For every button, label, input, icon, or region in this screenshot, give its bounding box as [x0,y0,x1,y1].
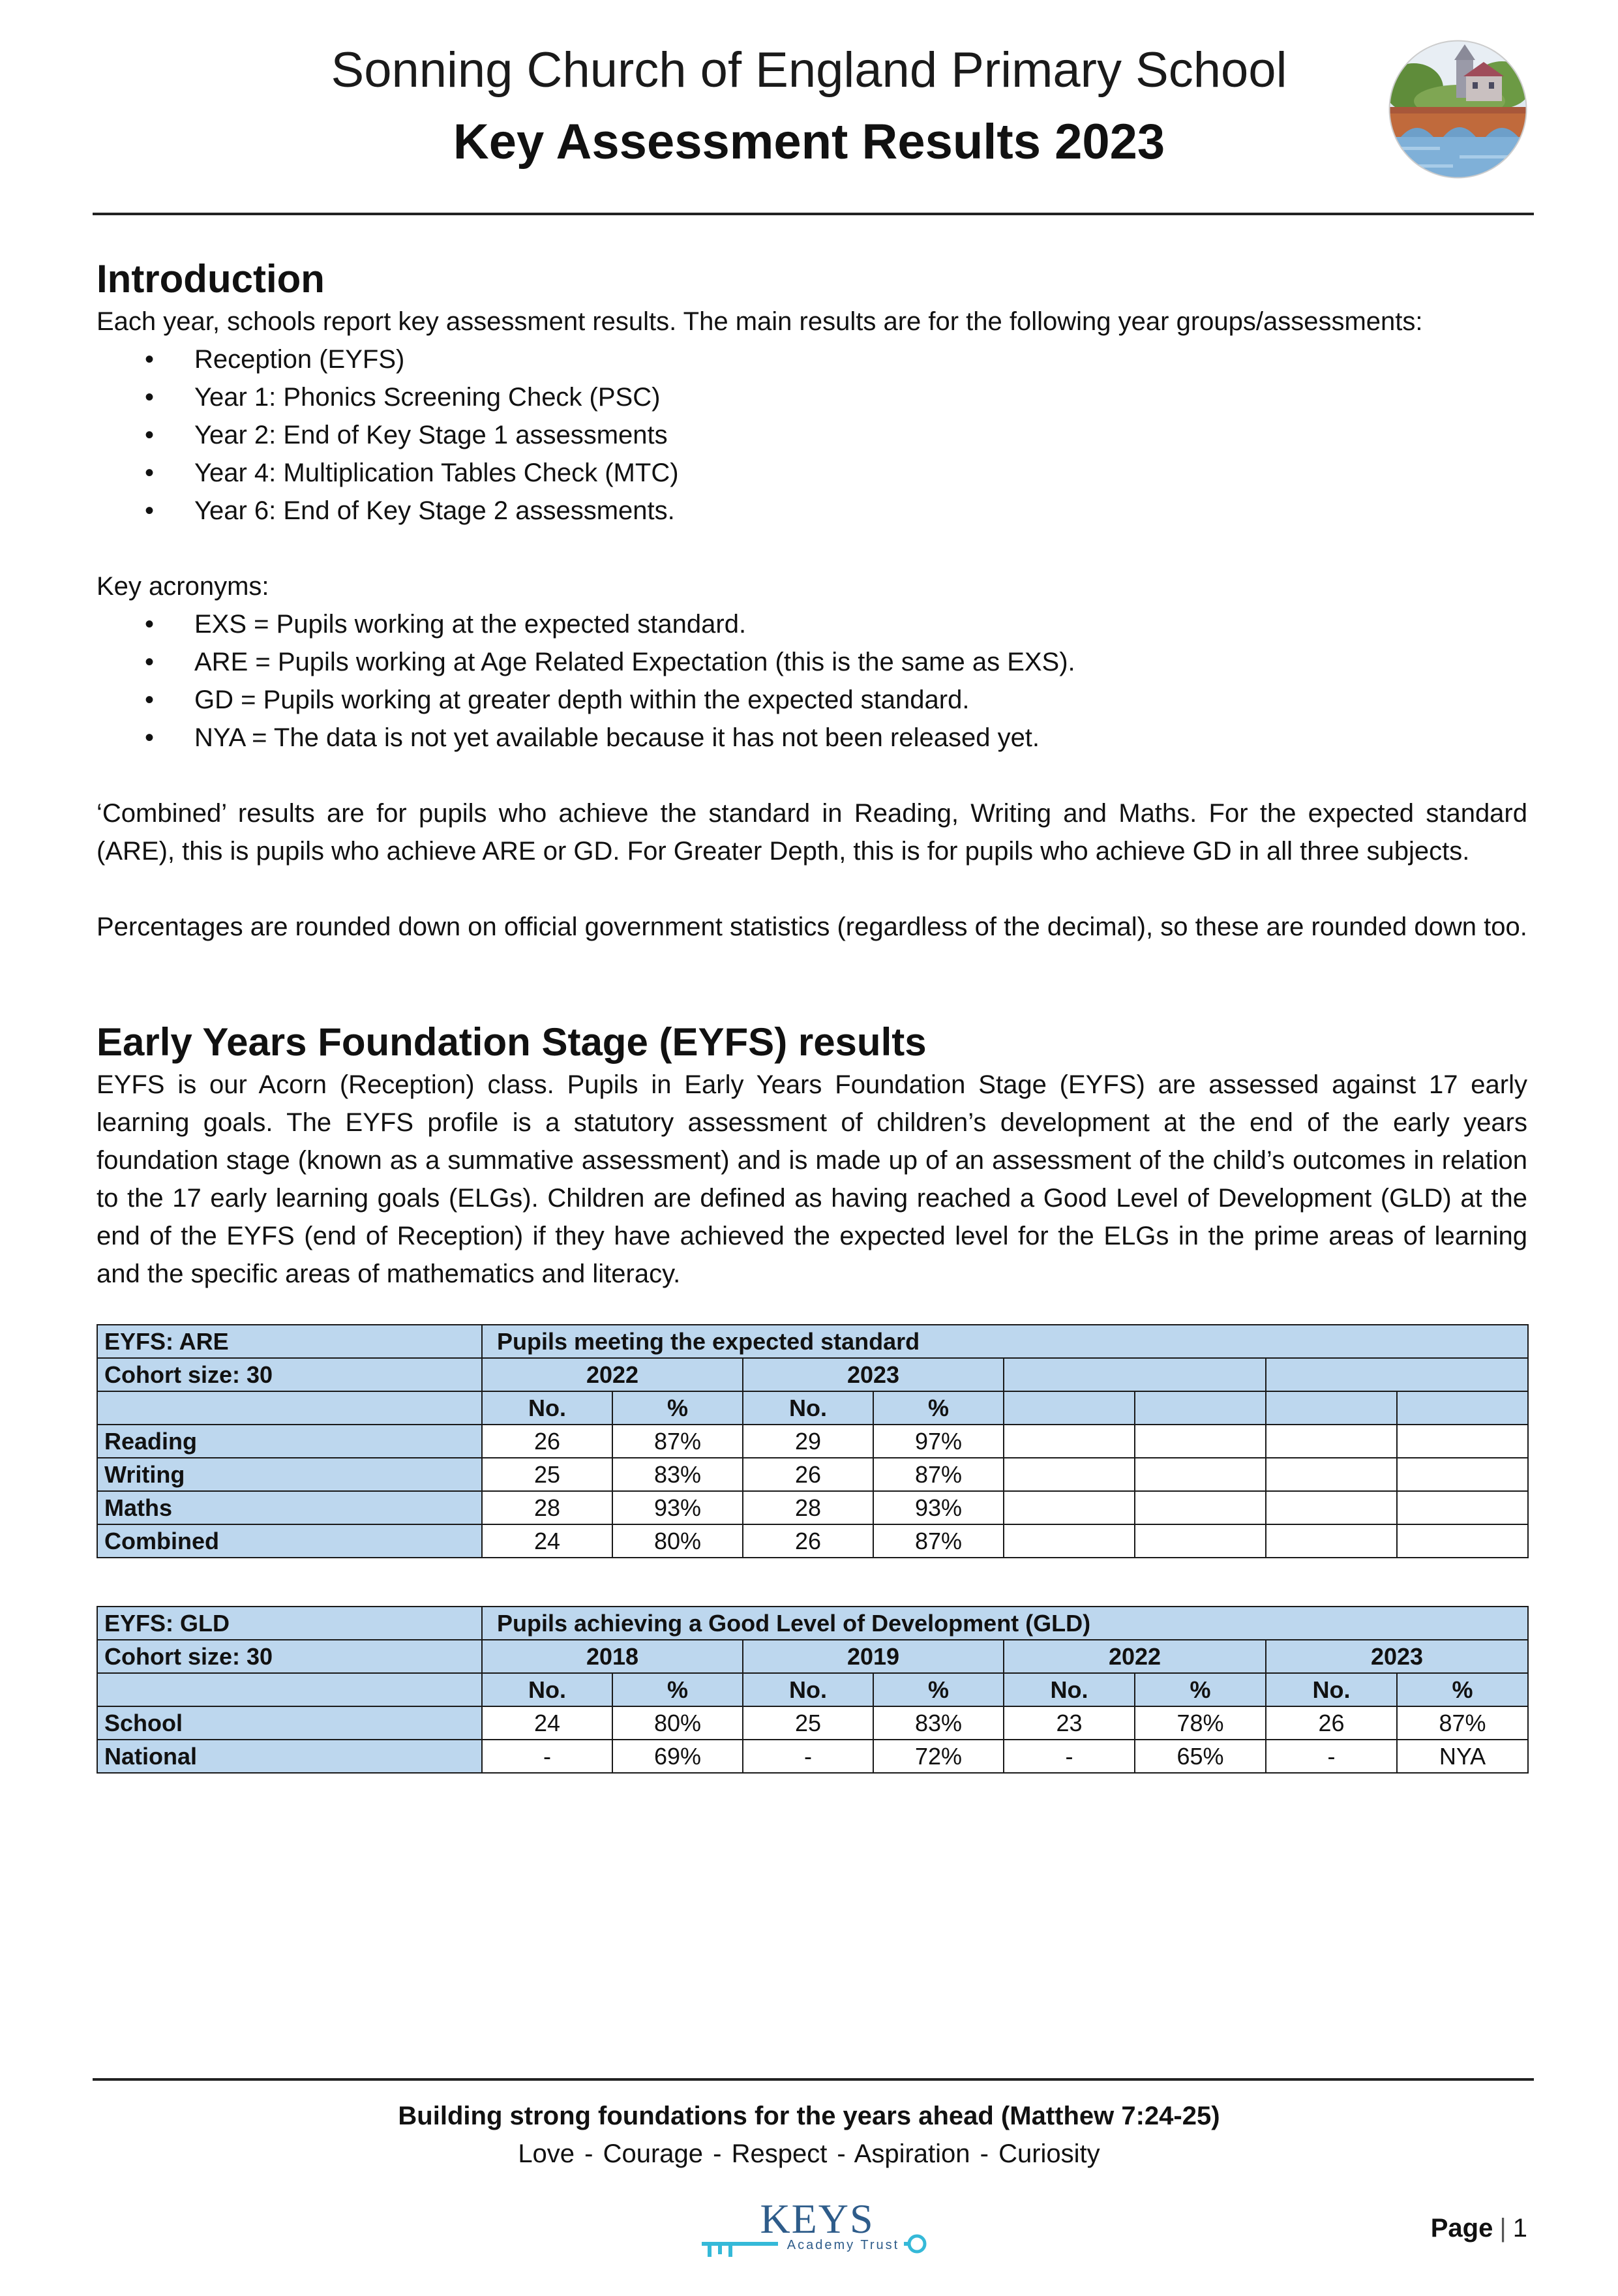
table-row [97,1524,1528,1558]
page-word: Page [1430,2214,1493,2243]
row-label: Reading [97,1425,482,1458]
table-cell: 87% [873,1524,1004,1558]
table-row [97,1391,1528,1425]
row-label: Writing [97,1458,482,1491]
table-cell: 28 [743,1491,873,1524]
group-header: Pupils achieving a Good Level of Development (GLD) [482,1607,1528,1640]
trust-subtitle: Academy Trust [787,2238,900,2252]
table-cell-empty [1135,1458,1266,1491]
table-cell: NYA [1397,1740,1528,1773]
introduction-heading: Introduction [97,257,325,301]
table-cell: 87% [612,1425,743,1458]
table-cell-empty [1397,1524,1528,1558]
table-cell-empty [1266,1491,1397,1524]
list-item: • Year 4: Multiplication Tables Check (MTC) [97,454,1527,492]
year-header: 2019 [743,1640,1004,1673]
footer-rule [93,2078,1534,2081]
table-cell: 26 [743,1458,873,1491]
table-cell: - [1004,1740,1135,1773]
table-cell-empty [1004,1425,1135,1458]
table-cell-empty [1266,1524,1397,1558]
table-cell: 28 [482,1491,612,1524]
table-cell: 72% [873,1740,1004,1773]
year-header: 2022 [482,1358,743,1391]
document-title: Key Assessment Results 2023 [453,114,1165,170]
table-row [97,1607,1528,1640]
table-cell: 87% [873,1458,1004,1491]
table-cell: 87% [1397,1706,1528,1740]
column-header-empty [1135,1391,1266,1425]
column-header: % [612,1391,743,1425]
column-header-empty [1004,1391,1135,1425]
year-header: 2023 [743,1358,1004,1391]
year-header: 2023 [1266,1640,1528,1673]
list-item: • NYA = The data is not yet available because it has not been released yet. [97,719,1527,757]
page-number [1431,2210,1527,2246]
table-cell: 26 [1266,1706,1397,1740]
column-header: % [1397,1673,1528,1706]
table-cell: 93% [873,1491,1004,1524]
header-rule [93,213,1534,215]
table-cell: 26 [482,1425,612,1458]
column-header: % [612,1673,743,1706]
year-header-empty [1004,1358,1266,1391]
table-row [97,1491,1528,1524]
table-cell: 80% [612,1524,743,1558]
year-header-empty [1266,1358,1528,1391]
eyfs-section [97,1019,1527,1293]
table-cell-empty [1135,1491,1266,1524]
table-cell: - [482,1740,612,1773]
table-row [97,1706,1528,1740]
eyfs-heading: Early Years Foundation Stage (EYFS) results [97,1020,927,1064]
table-cell: 24 [482,1706,612,1740]
table-cell: 78% [1135,1706,1266,1740]
school-name: Sonning Church of England Primary School [331,42,1287,98]
table-cell-empty [1397,1425,1528,1458]
introduction-section [97,256,1527,946]
table-row [97,1425,1528,1458]
table-title: EYFS: GLD [97,1607,482,1640]
table-cell-empty [1266,1425,1397,1458]
table-cell: 83% [612,1458,743,1491]
column-header: % [873,1673,1004,1706]
school-motto: Building strong foundations for the years ahead (Matthew 7:24-25) [398,2102,1220,2130]
row-label: Combined [97,1524,482,1558]
eyfs-are-table [97,1324,1529,1558]
cohort-size: Cohort size: 30 [97,1640,482,1673]
column-header: No. [1004,1673,1135,1706]
table-cell: 93% [612,1491,743,1524]
table-cell-empty [1004,1524,1135,1558]
table-cell-empty [1004,1491,1135,1524]
list-item: • ARE = Pupils working at Age Related Expectation (this is the same as EXS). [97,643,1527,681]
column-header: No. [743,1391,873,1425]
table-cell: 29 [743,1425,873,1458]
row-label: Maths [97,1491,482,1524]
table-cell: 69% [612,1740,743,1773]
table-cell: 24 [482,1524,612,1558]
list-item: • GD = Pupils working at greater depth within the expected standard. [97,681,1527,719]
list-item: • Year 1: Phonics Screening Check (PSC) [97,378,1527,416]
page-separator: | [1499,2214,1506,2243]
school-logo [1388,39,1528,179]
table-cell: - [743,1740,873,1773]
eyfs-description: EYFS is our Acorn (Reception) class. Pupils in Early Years Foundation Stage (EYFS) are assessed against 17 early learning goals. The EYFS profile is a statutory assessment of children’s development at the end of the early years foundation stage (known as a summative assessment) and is made up of an assessment of the child’s outcomes in relation to the 17 early learning goals (ELGs). Children are defined as having reached a Good Level of Development (GLD) at the end of the EYFS (end of Reception) if they have achieved the expected level for the ELGs in the prime areas of learning and the specific areas of mathematics and literacy. [97,1070,1527,1288]
table-cell: - [1266,1740,1397,1773]
blank-header-cell [97,1673,482,1706]
column-header-empty [1266,1391,1397,1425]
table-cell: 25 [482,1458,612,1491]
row-label: National [97,1740,482,1773]
row-label: School [97,1706,482,1740]
year-header: 2022 [1004,1640,1266,1673]
assessment-groups-list [97,340,1527,530]
table-cell: 25 [743,1706,873,1740]
table-cell: 83% [873,1706,1004,1740]
rounding-note: Percentages are rounded down on official government statistics (regardless of the decimal), so these are rounded down too. [97,913,1527,941]
introduction-lead: Each year, schools report key assessment results. The main results are for the following year groups/assessments: [97,307,1423,336]
column-header: % [873,1391,1004,1425]
school-values: Love - Courage - Respect - Aspiration - Curiosity [518,2139,1100,2168]
table-cell: 65% [1135,1740,1266,1773]
blank-header-cell [97,1391,482,1425]
list-item: • Year 6: End of Key Stage 2 assessments. [97,492,1527,530]
table-cell: 26 [743,1524,873,1558]
list-item: • Year 2: End of Key Stage 1 assessments [97,416,1527,454]
table-row [97,1358,1528,1391]
table-cell: 23 [1004,1706,1135,1740]
combined-note: ‘Combined’ results are for pupils who achieve the standard in Reading, Writing and Maths. For the expected standard (ARE), this is pupils who achieve ARE or GD. For Greater Depth, this is for pupils who achieve GD in all three subjects. [97,799,1527,866]
list-item: • EXS = Pupils working at the expected standard. [97,605,1527,643]
table-title: EYFS: ARE [97,1325,482,1358]
table-cell-empty [1397,1458,1528,1491]
table-row [97,1640,1528,1673]
table-cell-empty [1397,1491,1528,1524]
eyfs-gld-table [97,1606,1529,1774]
table-row [97,1458,1528,1491]
page-number-value: 1 [1512,2214,1527,2243]
table-cell-empty [1135,1524,1266,1558]
column-header: No. [482,1673,612,1706]
table-cell-empty [1004,1458,1135,1491]
cohort-size: Cohort size: 30 [97,1358,482,1391]
column-header: % [1135,1673,1266,1706]
column-header: No. [482,1391,612,1425]
column-header-empty [1397,1391,1528,1425]
table-cell-empty [1266,1458,1397,1491]
table-cell: 97% [873,1425,1004,1458]
table-row [97,1325,1528,1358]
table-row [97,1740,1528,1773]
column-header: No. [743,1673,873,1706]
trust-name: KEYS [760,2197,875,2242]
group-header: Pupils meeting the expected standard [482,1325,1528,1358]
table-cell: 80% [612,1706,743,1740]
column-header: No. [1266,1673,1397,1706]
year-header: 2018 [482,1640,743,1673]
acronyms-label: Key acronyms: [97,572,269,601]
table-cell-empty [1135,1425,1266,1458]
table-row [97,1673,1528,1706]
list-item: • Reception (EYFS) [97,340,1527,378]
acronyms-list [97,605,1527,757]
keys-academy-trust-logo [697,2197,931,2269]
